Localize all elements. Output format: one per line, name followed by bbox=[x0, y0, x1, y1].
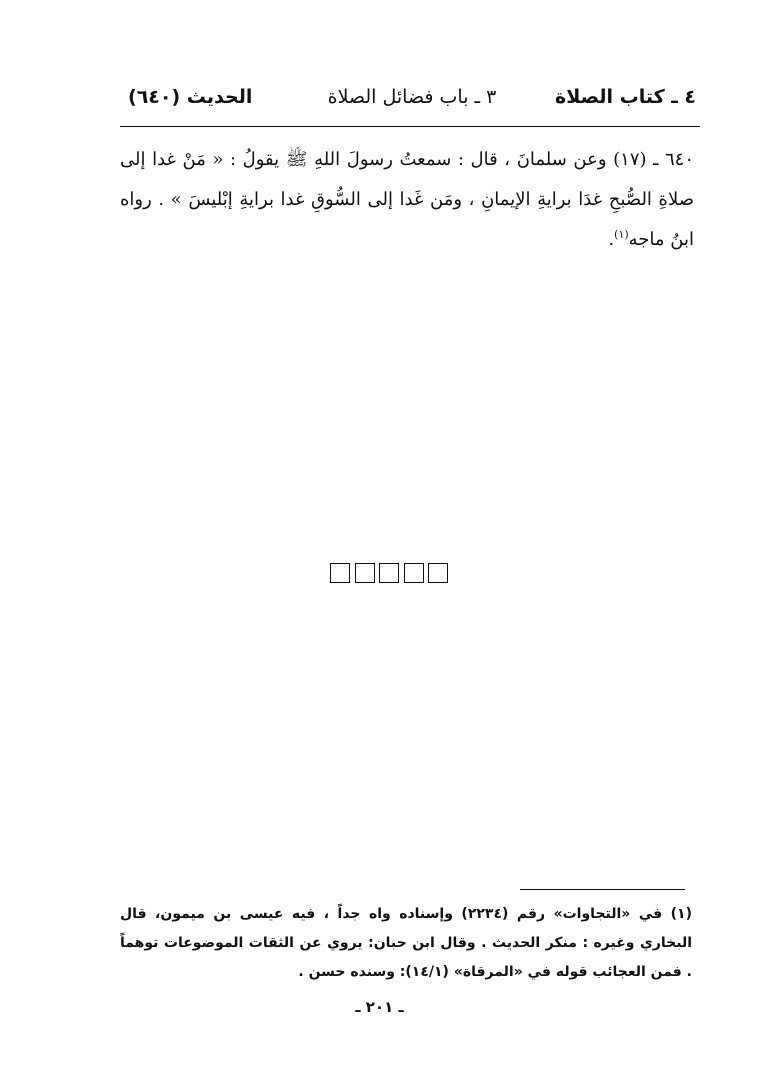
footnote-marker: (١) bbox=[614, 228, 629, 241]
hadith-end: . bbox=[608, 229, 615, 250]
header-rule bbox=[120, 126, 700, 127]
separator-square bbox=[379, 563, 399, 583]
section-separator bbox=[330, 563, 448, 585]
hadith-text bbox=[120, 140, 694, 260]
separator-square bbox=[330, 563, 350, 583]
chapter-title: ٤ ـ كتاب الصلاة bbox=[555, 86, 696, 108]
running-header bbox=[128, 82, 696, 122]
hadith-number: الحديث (٦٤٠) bbox=[128, 86, 253, 108]
page-number: ـ ٢٠١ ـ bbox=[355, 998, 404, 1016]
separator-square bbox=[428, 563, 448, 583]
footnote-rule bbox=[520, 889, 685, 890]
footnote: (١) في «التجاوات» رقم (٢٢٣٤) وإسناده واه جداً ، فيه عيسى بن ميمون، قال البخاري وغيره : منكر الحديث . وقال ابن حبان: يروي عن الثقات الموضوعات توهماً . فمن العجائب قوله في «المرقاة» (١٤/١): وسنده حسن . bbox=[120, 906, 692, 980]
separator-square bbox=[355, 563, 375, 583]
hadith-body: ٦٤٠ ـ (١٧) وعن سلمانَ ، قال : سمعتُ رسولَ اللهِ ﷺ يقولُ : « مَنْ غدا إلى صلاةِ الصُّبحِ غدَا برايةِ الإيمانِ ، ومَن غَدا إلى السُّوقِ غدا برايةِ إبْليسَ » . رواه ابنُ ماجه bbox=[120, 149, 694, 250]
separator-square bbox=[404, 563, 424, 583]
section-title: ٣ ـ باب فضائل الصلاة bbox=[327, 86, 497, 108]
